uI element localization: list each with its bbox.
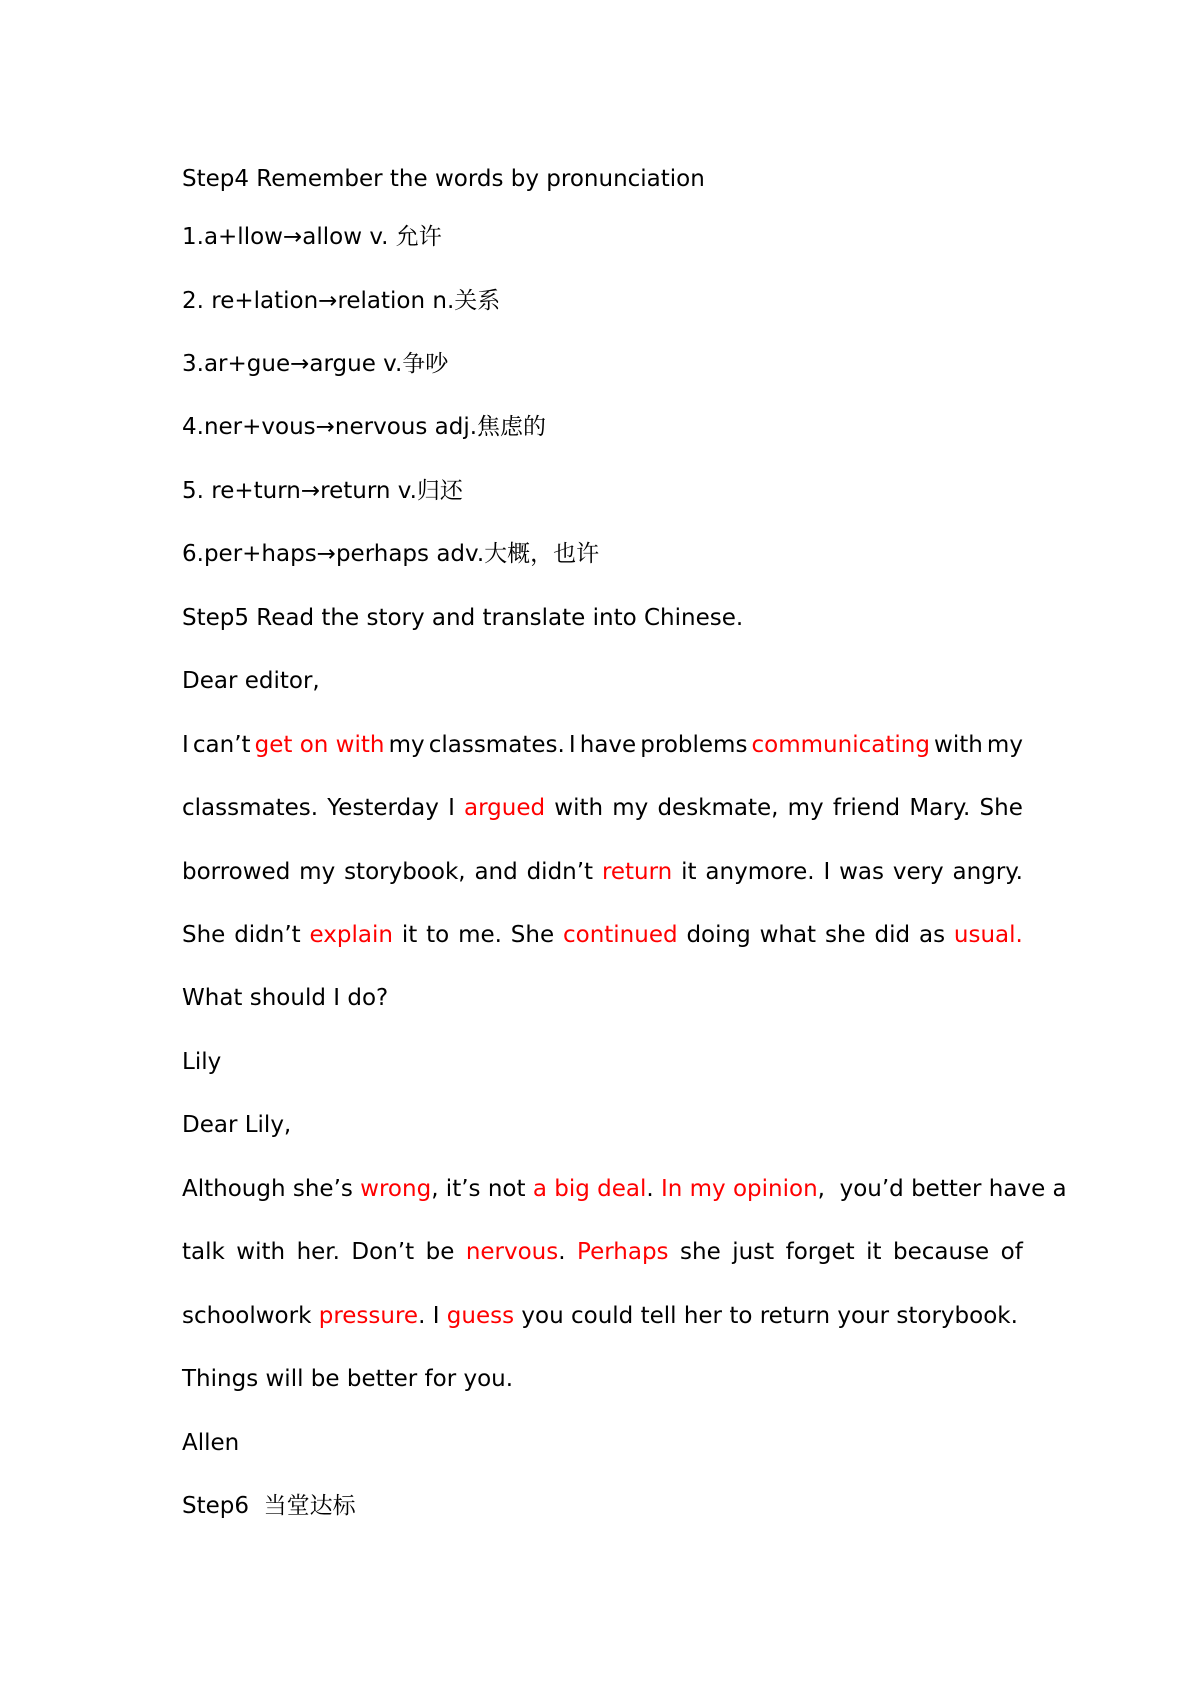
word: anymore.: [705, 859, 815, 885]
highlight-word: argued: [464, 795, 546, 821]
word: just: [732, 1239, 775, 1265]
vocab-meaning: 大概，也许: [484, 541, 600, 567]
word: with: [934, 732, 983, 758]
step6-title: [182, 1490, 356, 1522]
word: she: [680, 1239, 721, 1265]
word: it: [401, 922, 418, 948]
word: to: [426, 922, 450, 948]
word: with: [236, 1239, 286, 1265]
highlight-phrase: get on with: [254, 732, 385, 758]
text-run: you could tell her to return your storybook.: [514, 1303, 1018, 1329]
word: have: [579, 732, 637, 758]
vocab-word: 4.ner+vous→nervous adj.: [182, 414, 478, 440]
letter1-line-2: [182, 792, 1023, 824]
word: friend: [832, 795, 901, 821]
word: storybook,: [344, 859, 466, 885]
letter1-last-line: What should I do?: [182, 985, 389, 1011]
letter1-signature: Lily: [182, 1049, 222, 1075]
text-run: Although she’s: [182, 1176, 361, 1202]
word: borrowed: [182, 859, 291, 885]
step6-meaning: 当堂达标: [263, 1493, 356, 1519]
word: deskmate,: [657, 795, 779, 821]
vocab-item-nervous: [182, 411, 546, 443]
word: because: [893, 1239, 990, 1265]
letter2-last-line: Things will be better for you.: [182, 1366, 514, 1392]
highlight-word: communicating: [751, 732, 930, 758]
vocab-meaning: 关系: [454, 288, 501, 314]
vocab-word: 5. re+turn→return v.: [182, 478, 417, 504]
letter1-line-4: [182, 919, 1023, 951]
step6-label: Step6: [182, 1493, 264, 1519]
word: She: [510, 922, 555, 948]
highlight-word: Perhaps: [577, 1239, 669, 1265]
word: what: [759, 922, 817, 948]
text-run: . I: [418, 1303, 447, 1329]
word: my: [299, 859, 336, 885]
word: I: [823, 859, 831, 885]
word: and: [474, 859, 518, 885]
vocab-item-relation: [182, 285, 500, 317]
highlight-word: usual.: [953, 922, 1023, 948]
word: her.: [296, 1239, 340, 1265]
letter1-line-3: [182, 856, 1023, 888]
word: Mary.: [909, 795, 971, 821]
vocab-word: 6.per+haps→perhaps adv.: [182, 541, 485, 567]
word: I: [568, 732, 576, 758]
word: very: [892, 859, 944, 885]
vocab-meaning: 归还: [416, 478, 463, 504]
letter2-signature: Allen: [182, 1430, 240, 1456]
letter2-greeting: Dear Lily,: [182, 1112, 292, 1138]
word: as: [918, 922, 946, 948]
text-run: schoolwork: [182, 1303, 312, 1329]
word: I: [182, 732, 189, 758]
text-run: , it’s not: [431, 1176, 533, 1202]
word: She: [979, 795, 1023, 821]
vocab-item-argue: [182, 348, 448, 380]
word: it: [866, 1239, 882, 1265]
highlight-word: guess: [446, 1303, 515, 1329]
highlight-word: return: [601, 859, 673, 885]
letter2-line-2: [182, 1236, 1023, 1268]
highlight-word: nervous: [465, 1239, 559, 1265]
letter1-line-1: [182, 729, 1023, 761]
word: she: [824, 922, 866, 948]
word: I: [448, 795, 455, 821]
word: Don’t: [351, 1239, 415, 1265]
word: .: [558, 1239, 566, 1265]
vocab-item-return: [182, 475, 463, 507]
word: of: [1000, 1239, 1023, 1265]
word: angry.: [952, 859, 1023, 885]
highlight-word: pressure: [318, 1303, 419, 1329]
vocab-meaning: 焦虑的: [477, 414, 547, 440]
word: did: [874, 922, 911, 948]
word: didn’t: [234, 922, 301, 948]
word: didn’t: [526, 859, 594, 885]
letter1-greeting: Dear editor,: [182, 668, 320, 694]
highlight-word: wrong: [360, 1176, 432, 1202]
word: She: [182, 922, 226, 948]
word: can’t: [192, 732, 251, 758]
vocab-word: 1.a+llow→allow v.: [182, 224, 396, 250]
vocab-word: 3.ar+gue→argue v.: [182, 351, 403, 377]
word: forget: [785, 1239, 855, 1265]
vocab-meaning: 允许: [395, 224, 442, 250]
highlight-phrase: a big deal: [532, 1176, 647, 1202]
text-run: .: [646, 1176, 661, 1202]
word: problems: [640, 732, 748, 758]
step4-title: Step4 Remember the words by pronunciation: [182, 166, 705, 192]
highlight-phrase: In my opinion: [660, 1176, 818, 1202]
word: talk: [182, 1239, 225, 1265]
word: with: [554, 795, 604, 821]
vocab-item-allow: [182, 221, 442, 253]
word: my: [986, 732, 1023, 758]
word: Yesterday: [327, 795, 439, 821]
vocab-word: 2. re+lation→relation n.: [182, 288, 455, 314]
word: me.: [458, 922, 502, 948]
word: doing: [686, 922, 751, 948]
word: be: [425, 1239, 455, 1265]
word: it: [681, 859, 697, 885]
text-run: , you’d better have a: [817, 1176, 1067, 1202]
highlight-word: continued: [562, 922, 678, 948]
word: classmates.: [428, 732, 565, 758]
word: classmates.: [182, 795, 319, 821]
letter2-line-1: [182, 1173, 1067, 1205]
highlight-word: explain: [309, 922, 393, 948]
word: was: [839, 859, 884, 885]
step5-title: Step5 Read the story and translate into Chinese.: [182, 605, 744, 631]
word: my: [787, 795, 824, 821]
vocab-meaning: 争吵: [402, 351, 449, 377]
word: my: [612, 795, 649, 821]
letter2-line-3: [182, 1300, 1023, 1332]
vocab-item-perhaps: [182, 538, 599, 570]
word: my: [388, 732, 425, 758]
